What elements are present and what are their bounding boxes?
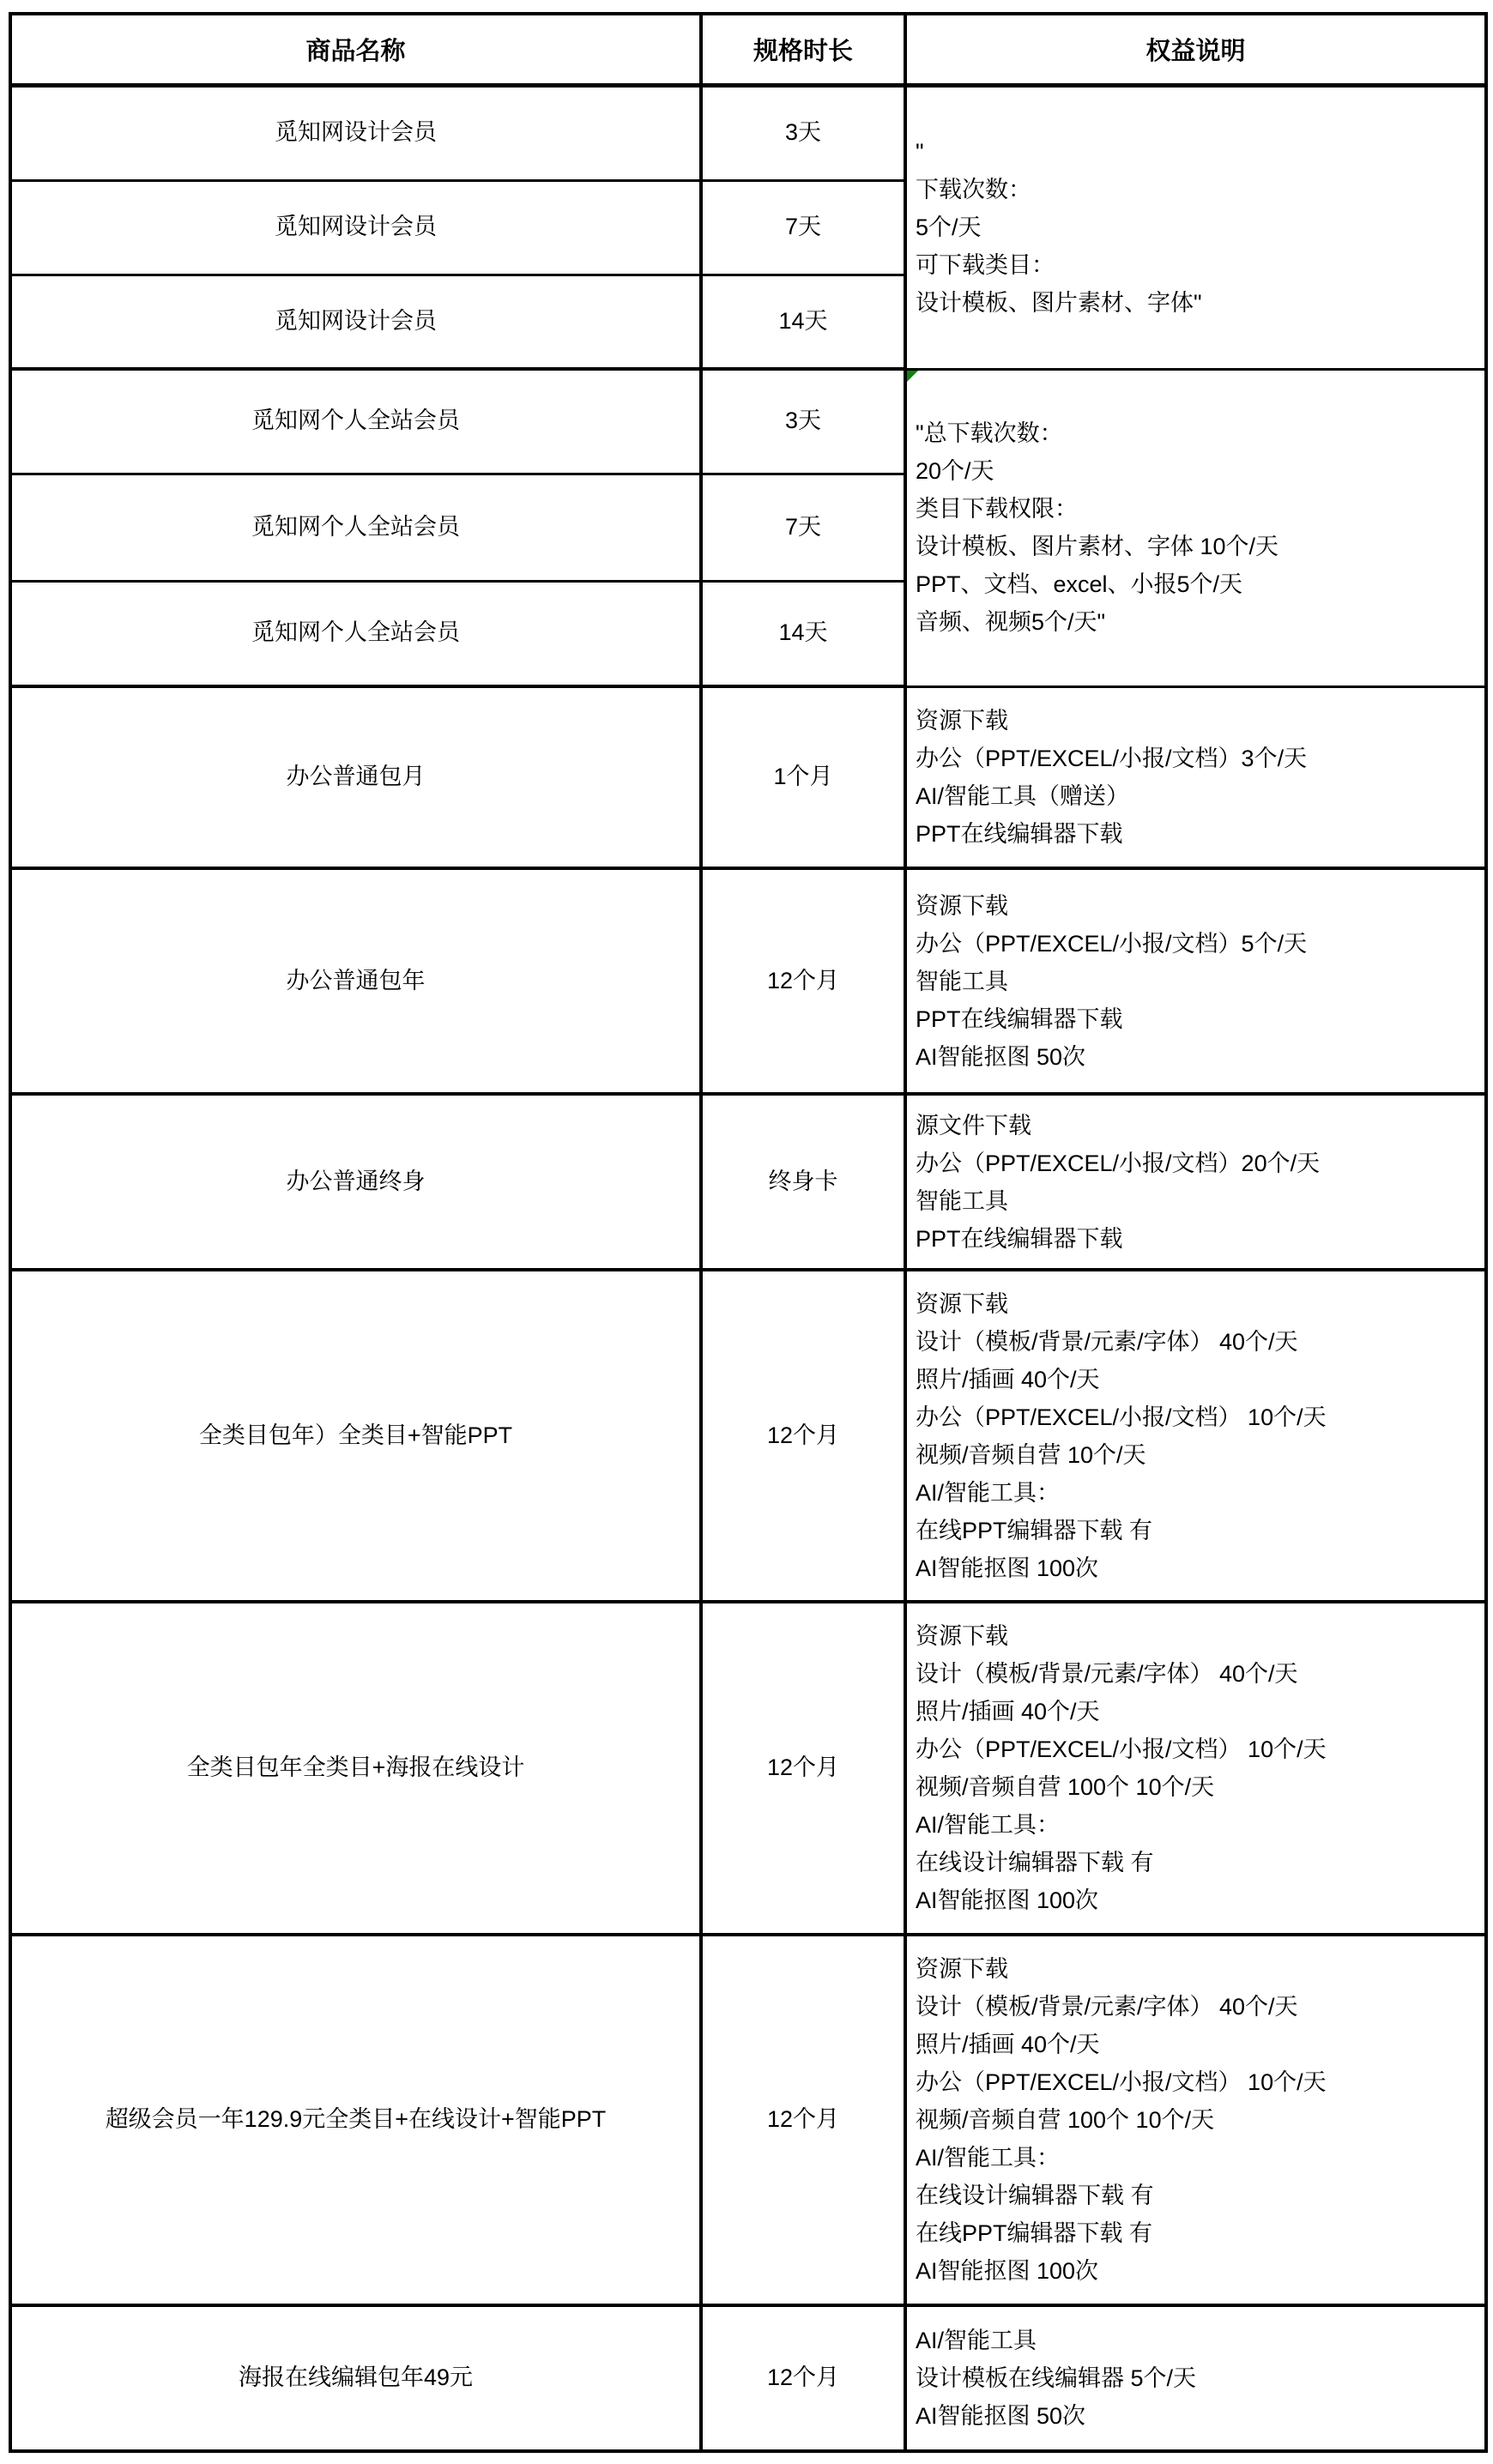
benefit-line: 智能工具 — [916, 968, 1008, 994]
benefit-line: 办公（PPT/EXCEL/小报/文档）20个/天 — [916, 1150, 1321, 1176]
benefit-line: 在线设计编辑器下载 有 — [916, 2183, 1154, 2208]
benefit-line: 设计（模板/背景/元素/字体） 40个/天 — [916, 1994, 1298, 2020]
benefit-line: 办公（PPT/EXCEL/小报/文档） 10个/天 — [916, 1404, 1327, 1430]
product-row — [10, 85, 1486, 180]
benefit-line: " — [916, 139, 924, 165]
duration-cell[interactable]: 12个月 — [701, 1602, 905, 1935]
benefit-line: 资源下载 — [916, 1956, 1008, 1982]
benefit-line: 设计（模板/背景/元素/字体） 40个/天 — [916, 1661, 1298, 1687]
product-name-cell[interactable]: 觅知网设计会员 — [10, 180, 701, 275]
benefit-line: 在线PPT编辑器下载 有 — [916, 1517, 1153, 1543]
benefit-line: 资源下载 — [916, 1623, 1008, 1649]
product-name-cell[interactable]: 超级会员一年129.9元全类目+在线设计+智能PPT — [10, 1935, 701, 2305]
benefit-line: AI/智能工具： — [916, 1812, 1061, 1838]
benefit-line: AI/智能工具 — [916, 2328, 1037, 2353]
table-body — [10, 85, 1486, 2451]
benefit-line: 源文件下载 — [916, 1112, 1031, 1138]
product-name-cell[interactable]: 办公普通包月 — [10, 686, 701, 868]
product-row — [10, 686, 1486, 868]
benefit-line: 资源下载 — [916, 707, 1008, 734]
benefit-line: 5个/天 — [916, 214, 982, 240]
benefit-line: AI智能抠图 100次 — [916, 1555, 1099, 1581]
duration-cell[interactable]: 终身卡 — [701, 1094, 905, 1270]
product-name-cell[interactable]: 海报在线编辑包年49元 — [10, 2305, 701, 2451]
product-row — [10, 1270, 1486, 1602]
benefits-cell[interactable] — [905, 85, 1486, 369]
benefit-line: 办公（PPT/EXCEL/小报/文档） 10个/天 — [916, 2069, 1327, 2095]
benefit-line: AI智能抠图 50次 — [916, 2403, 1086, 2429]
header-row — [10, 14, 1486, 85]
product-name-cell[interactable]: 觅知网设计会员 — [10, 275, 701, 369]
table-header — [10, 14, 1486, 85]
product-name-cell[interactable]: 全类目包年）全类目+智能PPT — [10, 1270, 701, 1602]
benefit-line: AI/智能工具： — [916, 2145, 1061, 2171]
benefit-line: 办公（PPT/EXCEL/小报/文档） 10个/天 — [916, 1736, 1327, 1762]
product-name-cell[interactable]: 觅知网个人全站会员 — [10, 581, 701, 686]
product-name-cell[interactable]: 全类目包年全类目+海报在线设计 — [10, 1602, 701, 1935]
benefit-line: 资源下载 — [916, 892, 1008, 919]
benefits-cell[interactable] — [905, 868, 1486, 1094]
pricing-table — [9, 12, 1488, 2453]
duration-cell[interactable]: 12个月 — [701, 1935, 905, 2305]
duration-cell[interactable]: 3天 — [701, 85, 905, 180]
benefit-line: 设计模板在线编辑器 5个/天 — [916, 2365, 1197, 2391]
benefits-cell[interactable] — [905, 1935, 1486, 2305]
benefits-cell[interactable] — [905, 1270, 1486, 1602]
benefit-line: 视频/音频自营 100个 10个/天 — [916, 1774, 1215, 1800]
product-row — [10, 369, 1486, 474]
benefit-line: 资源下载 — [916, 1290, 1008, 1317]
benefit-line: 设计（模板/背景/元素/字体） 40个/天 — [916, 1328, 1298, 1355]
benefit-line: 下载次数： — [916, 177, 1031, 202]
duration-cell[interactable]: 12个月 — [701, 1270, 905, 1602]
benefit-line: 设计模板、图片素材、字体" — [916, 290, 1202, 316]
product-row — [10, 1602, 1486, 1935]
product-row — [10, 1935, 1486, 2305]
benefits-cell[interactable] — [905, 2305, 1486, 2451]
benefit-line: AI/智能工具： — [916, 1479, 1061, 1506]
column-header-duration[interactable]: 规格时长 — [701, 14, 905, 85]
column-header-benefits[interactable]: 权益说明 — [905, 14, 1486, 85]
duration-cell[interactable]: 7天 — [701, 474, 905, 581]
product-row — [10, 868, 1486, 1094]
benefit-line: 在线PPT编辑器下载 有 — [916, 2220, 1153, 2246]
benefit-line: 照片/插画 40个/天 — [916, 1699, 1100, 1724]
benefit-line: 在线设计编辑器下载 有 — [916, 1850, 1154, 1875]
benefit-line: 视频/音频自营 10个/天 — [916, 1441, 1146, 1468]
benefits-cell[interactable] — [905, 369, 1486, 686]
benefits-cell[interactable] — [905, 1094, 1486, 1270]
product-name-cell[interactable]: 觅知网设计会员 — [10, 85, 701, 180]
benefit-line: 类目下载权限： — [916, 496, 1078, 522]
benefit-line: 可下载类目： — [916, 252, 1055, 278]
benefit-line: AI智能抠图 50次 — [916, 1043, 1086, 1070]
benefit-line: 办公（PPT/EXCEL/小报/文档）5个/天 — [916, 930, 1308, 957]
duration-cell[interactable]: 1个月 — [701, 686, 905, 868]
benefit-line: 20个/天 — [916, 458, 994, 484]
benefit-line: 视频/音频自营 100个 10个/天 — [916, 2107, 1215, 2133]
benefit-line: 照片/插画 40个/天 — [916, 2032, 1100, 2057]
benefit-line: AI智能抠图 100次 — [916, 1887, 1099, 1913]
benefit-line: PPT、文档、excel、小报5个/天 — [916, 571, 1243, 597]
benefit-line: PPT在线编辑器下载 — [916, 1225, 1123, 1252]
duration-cell[interactable]: 14天 — [701, 581, 905, 686]
duration-cell[interactable]: 7天 — [701, 180, 905, 275]
column-header-product-name[interactable]: 商品名称 — [10, 14, 701, 85]
benefit-line: 智能工具 — [916, 1187, 1008, 1214]
benefit-line: 设计模板、图片素材、字体 10个/天 — [916, 534, 1279, 559]
benefits-cell[interactable] — [905, 686, 1486, 868]
duration-cell[interactable]: 3天 — [701, 369, 905, 474]
product-row — [10, 2305, 1486, 2451]
benefit-line: 音频、视频5个/天" — [916, 609, 1106, 635]
product-name-cell[interactable]: 觅知网个人全站会员 — [10, 369, 701, 474]
benefit-line: AI/智能工具（赠送） — [916, 782, 1130, 809]
cell-error-flag-icon — [907, 371, 918, 382]
duration-cell[interactable]: 12个月 — [701, 2305, 905, 2451]
duration-cell[interactable]: 14天 — [701, 275, 905, 369]
benefits-cell[interactable] — [905, 1602, 1486, 1935]
benefit-line: PPT在线编辑器下载 — [916, 1006, 1123, 1032]
benefit-line: AI智能抠图 100次 — [916, 2258, 1099, 2284]
product-name-cell[interactable]: 办公普通包年 — [10, 868, 701, 1094]
benefit-line: PPT在线编辑器下载 — [916, 820, 1123, 847]
benefit-line: "总下载次数： — [916, 420, 1063, 446]
benefit-line: 照片/插画 40个/天 — [916, 1366, 1100, 1392]
duration-cell[interactable]: 12个月 — [701, 868, 905, 1094]
product-name-cell[interactable]: 觅知网个人全站会员 — [10, 474, 701, 581]
benefit-line: 办公（PPT/EXCEL/小报/文档）3个/天 — [916, 745, 1308, 771]
product-name-cell[interactable]: 办公普通终身 — [10, 1094, 701, 1270]
product-row — [10, 1094, 1486, 1270]
